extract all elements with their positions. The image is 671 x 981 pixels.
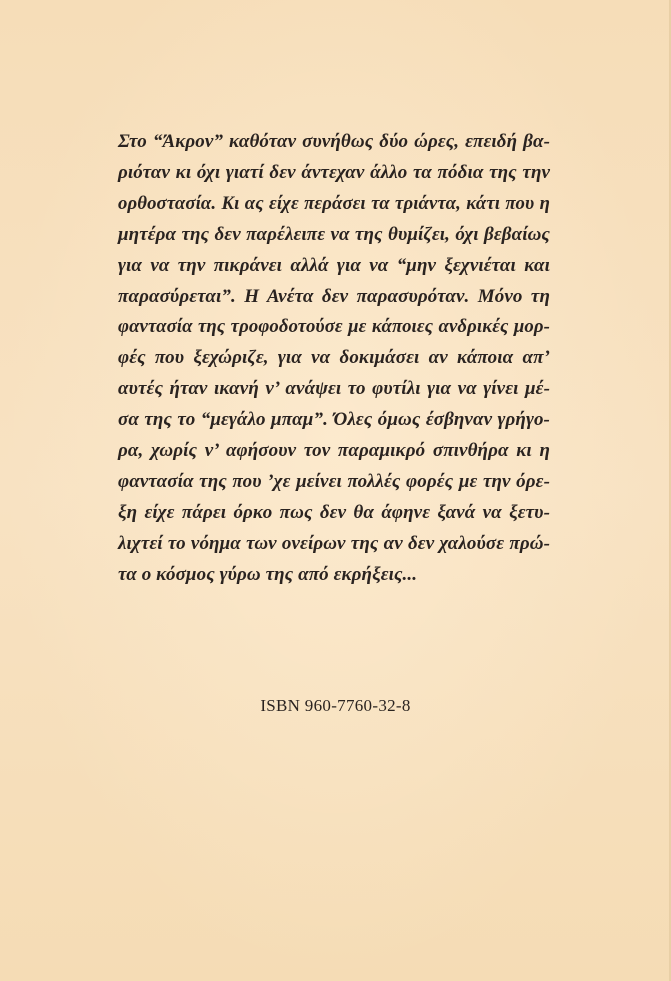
isbn-number: ISBN 960-7760-32-8	[260, 696, 411, 715]
blurb-line: Στο “Άκρον” καθόταν συνήθως δύο ώρες, επειδή βα-	[118, 131, 550, 152]
blurb-line: αυτές ήταν ικανή ν’ ανάψει το φυτίλι για να γίνει μέ-	[118, 378, 550, 400]
blurb-line: ορθοστασία. Κι ας είχε περάσει τα τριάντα, κάτι που η	[118, 192, 550, 214]
blurb-line: παρασύρεται”. Η Ανέτα δεν παρασυρόταν. Μόνο τη	[118, 285, 550, 307]
blurb-line: φαντασία της που ’χε μείνει πολλές φορές με την όρε-	[118, 470, 550, 492]
blurb-line: ξη είχε πάρει όρκο πως δεν θα άφηνε ξανά να ξετυ-	[118, 501, 550, 523]
blurb-line: τα ο κόσμος γύρω της από εκρήξεις...	[118, 563, 418, 585]
blurb-line: φαντασία της τροφοδοτούσε με κάποιες ανδρικές μορ-	[118, 316, 550, 338]
blurb-line: ρα, χωρίς ν’ αφήσουν τον παραμικρό σπινθήρα κι η	[118, 440, 550, 462]
blurb-text	[118, 127, 550, 591]
blurb-line: για να την πικράνει αλλά για να “μην ξεχνιέται και	[118, 254, 550, 276]
blurb-line: ριόταν κι όχι γιατί δεν άντεχαν άλλο τα πόδια της την	[118, 161, 550, 183]
blurb-line: σα της το “μεγάλο μπαμ”. Όλες όμως έσβηναν γρήγο-	[118, 409, 550, 431]
blurb-line: φές που ξεχώριζε, για να δοκιμάσει αν κάποια απ’	[118, 347, 550, 369]
blurb-line: λιχτεί το νόημα των ονείρων της αν δεν χαλούσε πρώ-	[118, 532, 550, 554]
blurb-line: μητέρα της δεν παρέλειπε να της θυμίζει, όχι βεβαίως	[118, 223, 550, 245]
